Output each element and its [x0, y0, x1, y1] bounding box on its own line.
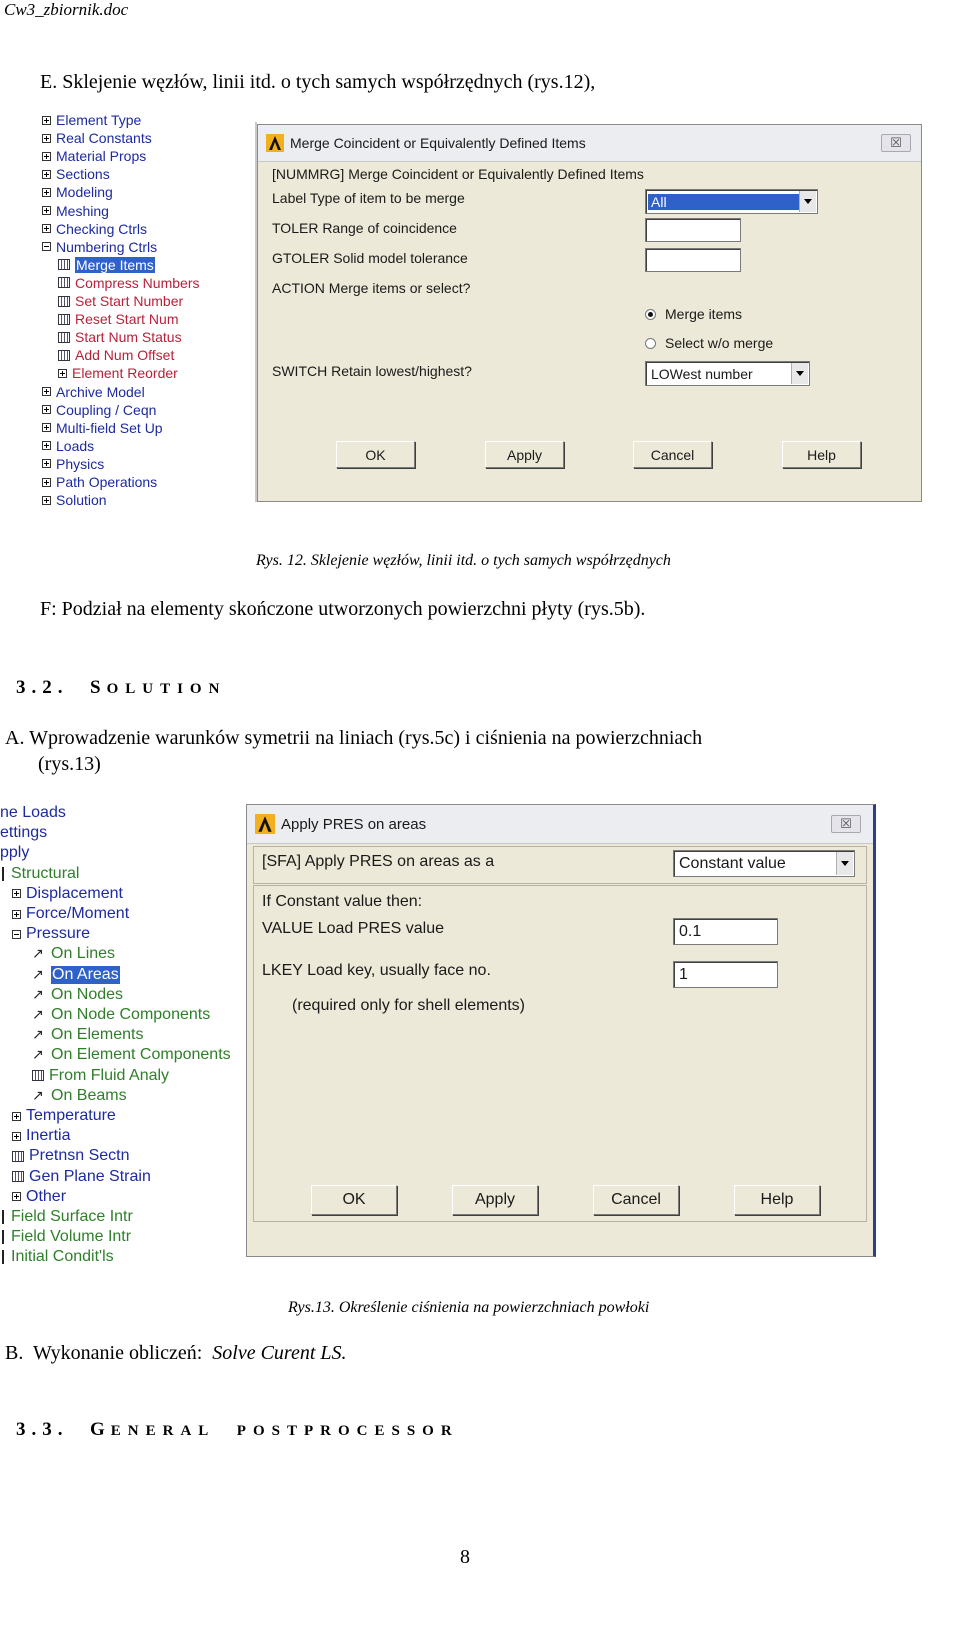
- figure-12-screenshot: [10, 112, 922, 509]
- ok-button[interactable]: OK: [311, 1185, 397, 1215]
- tree-item[interactable]: [12, 925, 90, 943]
- tree-item[interactable]: [32, 966, 120, 984]
- tree-item[interactable]: [2, 1248, 114, 1266]
- expand-plus-icon[interactable]: [58, 369, 67, 378]
- tree-item[interactable]: [32, 945, 115, 963]
- apply-button[interactable]: Apply: [485, 441, 564, 468]
- tree-item-label: Set Start Number: [75, 293, 184, 309]
- sfa-header: [SFA] Apply PRES on areas as a: [262, 853, 495, 870]
- radio-merge-items[interactable]: [645, 306, 742, 322]
- dialog-title: Apply PRES on areas: [281, 815, 427, 833]
- calculator-icon: [32, 1070, 44, 1081]
- nummrg-header: [NUMMRG] Merge Coincident or Equivalently Defined Items: [272, 166, 644, 182]
- switch-select[interactable]: [645, 361, 810, 386]
- tree-item-label: Compress Numbers: [75, 274, 200, 291]
- tree-item[interactable]: [42, 148, 146, 164]
- tree-item-label: Start Num Status: [75, 329, 182, 346]
- tree-item-label: On Elements: [51, 1026, 144, 1044]
- paragraph-e: E. Sklejenie węzłów, linii itd. o tych samych współrzędnych (rys.12),: [40, 71, 596, 93]
- dialog-title: Merge Coincident or Equivalently Defined Items: [290, 135, 586, 151]
- expand-plus-icon[interactable]: [42, 459, 51, 468]
- paragraph-b-prefix: B. Wykonanie obliczeń:: [5, 1342, 213, 1364]
- tree-item-label: Physics: [56, 455, 105, 472]
- radio-select-wo-merge[interactable]: [645, 335, 773, 351]
- tree-item[interactable]: [42, 203, 109, 219]
- tree-line-icon: [2, 867, 4, 881]
- heading-3-3-first: G: [90, 1419, 111, 1440]
- dialog-titlebar: [247, 805, 873, 844]
- expand-plus-icon[interactable]: [42, 206, 51, 215]
- merge-items-dialog: [257, 124, 922, 502]
- expand-plus-icon[interactable]: [12, 889, 21, 898]
- tree-item-label: Loads: [56, 437, 95, 454]
- expand-plus-icon[interactable]: [42, 134, 51, 143]
- tree-item-label: On Areas: [52, 965, 119, 983]
- tree-item[interactable]: [12, 1168, 151, 1186]
- toler-input[interactable]: [645, 218, 741, 242]
- expand-plus-icon[interactable]: [42, 116, 51, 125]
- tree-item[interactable]: [0, 824, 47, 842]
- tree-item[interactable]: [42, 456, 104, 472]
- expand-plus-icon[interactable]: [12, 1112, 21, 1121]
- label-select-value: All: [648, 194, 801, 210]
- expand-plus-icon[interactable]: [12, 1192, 21, 1201]
- cancel-button[interactable]: Cancel: [633, 441, 712, 468]
- tree-item-label: Solution: [56, 492, 107, 509]
- tree-item-label: On Nodes: [51, 985, 124, 1003]
- figure-13-screenshot: [0, 802, 878, 1266]
- tree-item-label: Element Type: [56, 112, 142, 128]
- tree-item-label: Initial Condit'ls: [11, 1248, 114, 1266]
- heading-3-3: [16, 1419, 459, 1441]
- chevron-down-icon[interactable]: [791, 363, 808, 384]
- label-row: Label Type of item to be merge: [272, 190, 465, 206]
- calculator-icon: [58, 277, 70, 288]
- tree-item[interactable]: [42, 420, 163, 436]
- pressure-arrow-icon: ↗: [32, 1087, 44, 1104]
- if-constant-label: If Constant value then:: [262, 893, 423, 910]
- chevron-down-icon[interactable]: [799, 191, 816, 212]
- tree-item-label: Other: [26, 1187, 67, 1205]
- tree-item[interactable]: [32, 1067, 169, 1085]
- tree-item-label: Multi-field Set Up: [56, 419, 163, 436]
- ansys-logo-icon: [255, 814, 275, 834]
- tree-item-label: Displacement: [26, 884, 123, 902]
- tree-item-label: Temperature: [26, 1107, 116, 1124]
- switch-row: SWITCH Retain lowest/highest?: [272, 363, 472, 379]
- tree-item-label: Field Volume Intr: [11, 1228, 132, 1246]
- caption-figure-12: Rys. 12. Sklejenie węzłów, linii itd. o tych samych współrzędnych: [256, 552, 671, 569]
- calculator-icon: [12, 1151, 24, 1162]
- tree-item-label: On Node Components: [51, 1006, 211, 1023]
- tree-item[interactable]: [42, 402, 156, 418]
- expand-plus-icon[interactable]: [42, 188, 51, 197]
- tree-item[interactable]: [58, 311, 178, 327]
- heading-3-3-number: 3.3.: [16, 1419, 69, 1440]
- expand-plus-icon[interactable]: [42, 423, 51, 432]
- tree-item-label: Coupling / Ceqn: [56, 401, 157, 418]
- heading-3-2-rest: OLUTION: [106, 681, 227, 697]
- calculator-icon: [58, 350, 70, 361]
- tree-item-label: Path Operations: [56, 474, 158, 490]
- tree-item-label: Pretnsn Sectn: [29, 1147, 130, 1165]
- lkey-input[interactable]: [673, 961, 778, 988]
- tree-item-label: Inertia: [26, 1127, 71, 1145]
- tree-item[interactable]: [12, 905, 129, 923]
- calculator-icon: [58, 259, 70, 270]
- solution-tree: [0, 802, 245, 1266]
- heading-3-3-rest-a: ENERAL: [110, 1423, 216, 1439]
- tree-item-label: Pressure: [26, 925, 91, 943]
- page-number: 8: [460, 1546, 470, 1568]
- shell-note: (required only for shell elements): [292, 997, 525, 1014]
- tree-item-label: Merge Items: [76, 256, 154, 273]
- gtoler-input[interactable]: [645, 248, 741, 272]
- pres-value-input[interactable]: [673, 918, 778, 945]
- pres-value-text: 0.1: [679, 922, 702, 940]
- expand-plus-icon[interactable]: [12, 910, 21, 919]
- paragraph-a-line2: (rys.13): [38, 753, 101, 775]
- tree-item-label: Checking Ctrls: [56, 220, 148, 237]
- expand-plus-icon[interactable]: [42, 152, 51, 161]
- pres-type-value: Constant value: [679, 854, 786, 872]
- tree-item[interactable]: [58, 365, 178, 381]
- action-row: ACTION Merge items or select?: [272, 280, 471, 296]
- tree-item[interactable]: [2, 1208, 133, 1226]
- tree-item[interactable]: [12, 1127, 70, 1145]
- tree-item-label: Force/Moment: [26, 905, 130, 922]
- expand-plus-icon[interactable]: [42, 496, 51, 505]
- tree-item-label: Field Surface Intr: [11, 1208, 133, 1225]
- tree-item[interactable]: [12, 1188, 66, 1206]
- apply-pres-dialog: [246, 804, 876, 1257]
- tree-item[interactable]: [12, 1107, 116, 1125]
- ok-button[interactable]: OK: [336, 441, 415, 468]
- close-icon[interactable]: ☒: [881, 134, 911, 152]
- close-icon[interactable]: ☒: [831, 815, 861, 833]
- tree-item-label: Archive Model: [56, 383, 145, 400]
- collapse-minus-icon[interactable]: [12, 930, 21, 939]
- help-button[interactable]: Help: [734, 1185, 820, 1215]
- tree-item-label: pply: [0, 844, 30, 862]
- paragraph-b: [5, 1342, 347, 1365]
- tree-item-label: Numbering Ctrls: [56, 238, 158, 255]
- tree-line-icon: [2, 1230, 4, 1244]
- expand-plus-icon[interactable]: [42, 478, 51, 487]
- expand-plus-icon[interactable]: [42, 170, 51, 179]
- tree-item-label: Gen Plane Strain: [29, 1167, 151, 1185]
- pressure-arrow-icon: ↗: [32, 1007, 44, 1023]
- tree-item[interactable]: [42, 474, 157, 490]
- tree-item[interactable]: [0, 844, 29, 862]
- tree-item[interactable]: [58, 293, 183, 309]
- heading-3-2-first: S: [90, 677, 107, 698]
- apply-button[interactable]: Apply: [452, 1185, 538, 1215]
- tree-item-label: On Lines: [51, 945, 116, 963]
- tree-item[interactable]: [2, 1228, 131, 1246]
- tree-item[interactable]: [42, 492, 107, 508]
- tree-item[interactable]: [12, 1147, 130, 1165]
- gtoler-row: GTOLER Solid model tolerance: [272, 250, 468, 266]
- caption-figure-13: Rys.13. Określenie ciśnienia na powierzchniach powłoki: [288, 1299, 650, 1316]
- pressure-arrow-icon: ↗: [32, 966, 44, 983]
- tree-item[interactable]: [42, 130, 152, 146]
- cancel-button[interactable]: Cancel: [593, 1185, 679, 1215]
- expand-plus-icon[interactable]: [42, 405, 51, 414]
- value-row: VALUE Load PRES value: [262, 920, 445, 937]
- tree-item[interactable]: [32, 986, 123, 1004]
- heading-3-3-rest-b: POSTPROCESSOR: [236, 1423, 459, 1439]
- label-select[interactable]: [645, 189, 818, 214]
- paragraph-a-line1: A. Wprowadzenie warunków symetrii na liniach (rys.5c) i ciśnienia na powierzchniach: [5, 727, 703, 749]
- radio-merge-items-label: Merge items: [665, 306, 743, 322]
- expand-plus-icon[interactable]: [42, 441, 51, 450]
- tree-item[interactable]: [42, 112, 141, 128]
- tree-item-label: Element Reorder: [72, 365, 178, 382]
- calculator-icon: [58, 296, 70, 307]
- tree-item-label: Reset Start Num: [75, 311, 179, 328]
- document-filename: Cw3_zbiornik.doc: [4, 0, 129, 19]
- tree-item-label: Modeling: [56, 184, 113, 201]
- tree-item[interactable]: [32, 1006, 210, 1024]
- tree-item[interactable]: [32, 1087, 127, 1105]
- calculator-icon: [58, 314, 70, 325]
- paragraph-b-italic: Solve Curent LS.: [212, 1342, 347, 1364]
- preprocessor-tree: [10, 112, 250, 509]
- chevron-down-icon[interactable]: [836, 852, 853, 875]
- collapse-minus-icon[interactable]: [42, 242, 51, 251]
- calculator-icon: [12, 1171, 24, 1182]
- tree-item[interactable]: [12, 885, 123, 903]
- ansys-logo-icon: [266, 134, 284, 152]
- tree-item[interactable]: [42, 438, 94, 454]
- tree-item-label: Sections: [56, 166, 110, 183]
- tree-item-label: ne Loads: [0, 804, 66, 821]
- tree-item-label: From Fluid Analy: [49, 1066, 170, 1084]
- tree-item[interactable]: [42, 384, 145, 400]
- pressure-arrow-icon: ↗: [32, 1047, 44, 1064]
- dialog-titlebar: [258, 125, 921, 162]
- tree-line-icon: [2, 1250, 4, 1264]
- tree-item[interactable]: [58, 257, 155, 273]
- tree-item-label: Real Constants: [56, 130, 152, 147]
- tree-item[interactable]: [58, 347, 174, 363]
- tree-item-label: Material Props: [56, 148, 147, 165]
- tree-item[interactable]: [42, 221, 147, 237]
- pressure-arrow-icon: ↗: [32, 946, 44, 963]
- tree-item-label: Meshing: [56, 202, 109, 219]
- radio-merge-items-control[interactable]: [645, 309, 656, 320]
- pres-type-select[interactable]: [673, 850, 855, 877]
- tree-item[interactable]: [2, 865, 79, 883]
- switch-select-value: LOWest number: [651, 365, 753, 382]
- tree-item[interactable]: [32, 1046, 231, 1064]
- expand-plus-icon[interactable]: [42, 387, 51, 396]
- tree-item-label: Add Num Offset: [75, 347, 175, 364]
- heading-3-2: [16, 677, 226, 699]
- tree-item-label: ettings: [0, 824, 48, 842]
- tree-item[interactable]: [58, 329, 182, 345]
- lkey-value-text: 1: [679, 965, 688, 983]
- expand-plus-icon[interactable]: [12, 1132, 21, 1141]
- heading-3-2-number: 3.2.: [16, 677, 69, 698]
- tree-item[interactable]: [42, 239, 157, 255]
- expand-plus-icon[interactable]: [42, 224, 51, 233]
- tree-item[interactable]: [32, 1026, 143, 1044]
- tree-item[interactable]: [0, 804, 66, 822]
- tree-item[interactable]: [58, 275, 199, 291]
- tree-item[interactable]: [42, 166, 110, 182]
- help-button[interactable]: Help: [782, 441, 861, 468]
- tree-item-label: On Element Components: [51, 1046, 231, 1064]
- paragraph-f: F: Podział na elementy skończone utworzonych powierzchni płyty (rys.5b).: [40, 598, 646, 620]
- tree-item-label: On Beams: [51, 1086, 127, 1104]
- pressure-arrow-icon: ↗: [32, 986, 44, 1003]
- radio-select-wo-merge-control[interactable]: [645, 338, 656, 349]
- tree-item[interactable]: [42, 184, 113, 200]
- toler-row: TOLER Range of coincidence: [272, 220, 457, 236]
- calculator-icon: [58, 332, 70, 343]
- lkey-row: LKEY Load key, usually face no.: [262, 962, 491, 979]
- tree-item-label: Structural: [11, 864, 80, 882]
- radio-select-wo-merge-label: Select w/o merge: [665, 335, 774, 351]
- tree-line-icon: [2, 1210, 4, 1224]
- pressure-arrow-icon: ↗: [32, 1027, 44, 1044]
